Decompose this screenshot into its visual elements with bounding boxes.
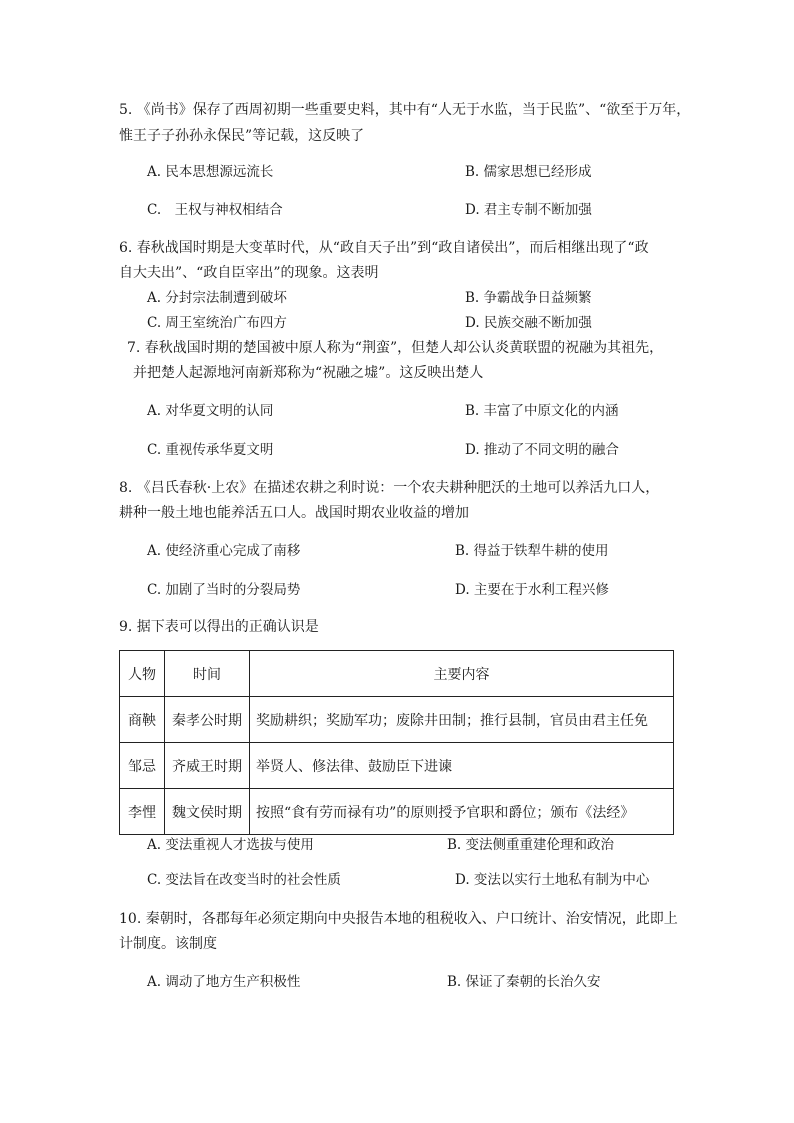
cell-person: 邹忌 xyxy=(120,743,165,789)
q7-stem-line1: 7. 春秋战国时期的楚国被中原人称为“荆蛮”，但楚人却公认炎黄联盟的祝融为其祖先， xyxy=(127,340,664,356)
q10-option-a: A. 调动了地方生产积极性 xyxy=(147,974,301,990)
q9-option-d: D. 变法以实行土地私有制为中心 xyxy=(455,872,650,888)
q5-stem-line1: 5. 《尚书》保存了西周初期一些重要史料，其中有“人无于水监，当于民监”、“欲至于万年， xyxy=(119,102,691,118)
header-cell-time: 时间 xyxy=(165,651,250,697)
cell-content: 举贤人、修法律、鼓励臣下进谏 xyxy=(250,743,674,789)
table-row xyxy=(120,789,674,835)
q5-stem-line2: 惟王子子孙孙永保民”等记载，这反映了 xyxy=(119,128,365,144)
q7-option-a: A. 对华夏文明的认同 xyxy=(147,403,274,419)
q9-option-b: B. 变法侧重重建伦理和政治 xyxy=(447,837,615,853)
q8-stem-line1: 8. 《吕氏春秋·上农》在描述农耕之利时说：一个农夫耕种肥沃的土地可以养活九口人， xyxy=(119,480,660,496)
q5-option-b: B. 儒家思想已经形成 xyxy=(465,164,592,180)
cell-person: 商鞅 xyxy=(120,697,165,743)
q6-stem-line2: 自大夫出”、“政自臣宰出”的现象。这表明 xyxy=(119,265,379,281)
q6-option-d: D. 民族交融不断加强 xyxy=(465,315,592,331)
q5-option-c: C. 王权与神权相结合 xyxy=(147,202,283,218)
q6-option-a: A. 分封宗法制遭到破坏 xyxy=(147,290,287,306)
q9-stem: 9. 据下表可以得出的正确认识是 xyxy=(119,619,319,635)
q5-option-a: A. 民本思想源远流长 xyxy=(147,164,274,180)
q7-option-d: D. 推动了不同文明的融合 xyxy=(465,442,619,458)
q10-stem-line1: 10. 秦朝时，各郡每年必须定期向中央报告本地的租税收入、户口统计、治安情况，此即上 xyxy=(119,911,678,927)
q5-option-d: D. 君主专制不断加强 xyxy=(465,202,592,218)
table-row xyxy=(120,697,674,743)
q6-option-c: C. 周王室统治广布四方 xyxy=(147,315,287,331)
q10-stem-line2: 计制度。该制度 xyxy=(119,936,217,952)
cell-content: 按照“食有劳而禄有功”的原则授予官职和爵位；颁布《法经》 xyxy=(250,789,674,835)
q8-option-a: A. 使经济重心完成了南移 xyxy=(147,543,301,559)
header-cell-person: 人物 xyxy=(120,651,165,697)
cell-content: 奖励耕织；奖励军功；废除井田制；推行县制，官员由君主任免 xyxy=(250,697,674,743)
q6-option-b: B. 争霸战争日益频繁 xyxy=(465,290,592,306)
q8-option-b: B. 得益于铁犁牛耕的使用 xyxy=(455,543,609,559)
cell-person: 李悝 xyxy=(120,789,165,835)
cell-time: 齐威王时期 xyxy=(165,743,250,789)
q9-option-a: A. 变法重视人才选拔与使用 xyxy=(147,837,314,853)
cell-time: 秦孝公时期 xyxy=(165,697,250,743)
q10-option-b: B. 保证了秦朝的长治久安 xyxy=(447,974,601,990)
header-cell-content: 主要内容 xyxy=(250,651,674,697)
q8-stem-line2: 耕种一般土地也能养活五口人。战国时期农业收益的增加 xyxy=(119,505,469,521)
table-header-row xyxy=(120,651,674,697)
q6-stem-line1: 6. 春秋战国时期是大变革时代，从“政自天子出”到“政自诸侯出”，而后相继出现了“政 xyxy=(119,240,649,256)
q7-option-b: B. 丰富了中原文化的内涵 xyxy=(465,403,619,419)
q7-option-c: C. 重视传承华夏文明 xyxy=(147,442,274,458)
q9-table xyxy=(119,650,674,835)
table-row xyxy=(120,743,674,789)
q9-option-c: C. 变法旨在改变当时的社会性质 xyxy=(147,872,341,888)
q8-option-d: D. 主要在于水利工程兴修 xyxy=(455,582,609,598)
q8-option-c: C. 加剧了当时的分裂局势 xyxy=(147,582,301,598)
cell-time: 魏文侯时期 xyxy=(165,789,250,835)
q7-stem-line2: 并把楚人起源地河南新郑称为“祝融之墟”。这反映出楚人 xyxy=(133,365,484,381)
